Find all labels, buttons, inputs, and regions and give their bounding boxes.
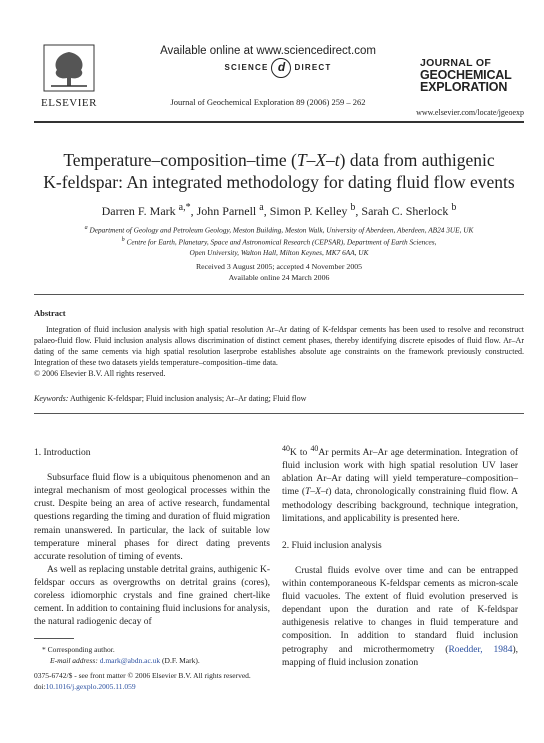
abstract-bottom-divider: [34, 413, 524, 414]
section-1-paragraph-2-continued: $^{40}$K to $^{40}$Ar permits Ar–Ar age determination. Integration of fluid inclusion work with high spatial resolution UV laser ablation Ar–Ar dating will yield temperature–composition–time (T–X–t) data, chronologically constraining fluid flow. A methodology describing background, technique integration, limitations, and applicability is presented here.: [282, 444, 518, 524]
affiliation-b-line-1: Centre for Earth, Planetary, Space and Astronomical Research (CEPSAR), Department of Earth Sciences,: [126, 237, 437, 247]
keywords-label: Keywords:: [34, 394, 69, 403]
keywords: [34, 394, 524, 403]
journal-title-logo: [420, 58, 520, 94]
author-3-affil: b: [350, 202, 356, 213]
sciencedirect-right: DIRECT: [294, 63, 332, 73]
issn-line: 0375-6742/$ - see front matter © 2006 Elsevier B.V. All rights reserved.: [34, 671, 251, 680]
footnote: [34, 645, 270, 667]
author-3[interactable]: Simon P. Kelley: [269, 204, 348, 218]
author-4[interactable]: Sarah C. Sherlock: [361, 204, 449, 218]
available-online-line[interactable]: Available online at www.sciencedirect.com: [160, 45, 376, 57]
abstract-text: Integration of fluid inclusion analysis with high spatial resolution Ar–Ar dating of K-feldspar cements has been used to resolve and reconstruct palaeo-fluid flow. Fluid inclusion analysis allows discrimination of distinct cement phases, thereby identifying discrete episodes of fluid flow. Ar–Ar dating of the same cements via high spatial resolution laserprobe establishes absolute age constraints on the framework previously constructed. Integration of these two datasets yields temperature–composition–time data. © 2006 Elsevier B.V. All rights reserved.: [34, 325, 524, 378]
sciencedirect-logo[interactable]: [178, 58, 378, 78]
journal-reference: Journal of Geochemical Exploration 89 (2006) 259 – 262: [170, 97, 366, 107]
body-right-column: [282, 444, 518, 670]
abstract-top-divider: [34, 294, 524, 295]
sciencedirect-left: SCIENCE: [224, 63, 269, 73]
sciencedirect-at-icon: d: [271, 58, 291, 78]
section-2-paragraph-1: Crustal fluids evolve over time and can be entrapped within contemporaneous K-feldspar cements as micron-scale fluid vacuoles. The extent of fluid evolution preserved is dependant upon the duration and rate of K-feldspar authigenesis relative to changes in fluid temperature and composition. In addition to standard fluid inclusion petrography and microthermometry (Roedder, 1984), mapping of fluid inclusion zonation: [282, 565, 518, 668]
article-dates: [34, 262, 524, 284]
author-1-affil: a,*: [178, 202, 191, 213]
section-1-paragraph-1: Subsurface fluid flow is a ubiquitous phenomenon and an integral mechanism of most geological processes within the crust. Despite being an area of active research, fundamental questions regarding the timing and duration of fluid migration remain unanswered. In particular, the lack of suitable low temperature mineral phases for direct dating prevents accurate resolution of timing of events.: [34, 473, 270, 562]
received-date: Received 3 August 2005; accepted 4 November 2005: [195, 262, 363, 271]
email-link[interactable]: d.mark@abdn.ac.uk: [99, 655, 161, 665]
article-title: Temperature–composition–time (T–X–t) data from authigenic K-feldspar: An integrated methodology for dating fluid flow events: [43, 150, 515, 192]
author-2-affil: a: [259, 202, 264, 213]
citation-roedder-1984[interactable]: Roedder, 1984: [448, 644, 513, 655]
email-suffix: (D.F. Mark).: [162, 655, 200, 665]
abstract-copyright: © 2006 Elsevier B.V. All rights reserved.: [34, 368, 166, 378]
affiliation-a: Department of Geology and Petroleum Geology, Meston Building, Meston Walk, University of Aberdeen, Aberdeen, AB24 3UE, UK: [89, 225, 474, 235]
keywords-list: Authigenic K-feldspar; Fluid inclusion analysis; Ar–Ar dating; Fluid flow: [69, 394, 307, 403]
affiliation-b-line-2: Open University, Walton Hall, Milton Keynes, MK7 6AA, UK: [189, 247, 369, 257]
elsevier-tree-icon: [43, 44, 95, 92]
copyright-block: [34, 671, 314, 693]
doi-link[interactable]: 10.1016/j.gexplo.2005.11.059: [45, 681, 136, 691]
author-4-affil: b: [451, 202, 457, 213]
journal-url[interactable]: www.elsevier.com/locate/jgeoexp: [416, 108, 524, 117]
elsevier-logo: [34, 44, 104, 109]
author-list: Darren F. Mark $^{a,*}$, John Parnell $^a$, Simon P. Kelley $^b$, Sarah C. Sherlock $^b$: [101, 202, 457, 218]
journal-title-line-1: JOURNAL OF: [420, 57, 492, 69]
author-2[interactable]: John Parnell: [196, 204, 257, 218]
email-label: E-mail address:: [50, 655, 98, 665]
section-1-heading: 1. Introduction: [34, 448, 91, 458]
journal-title-line-2: GEOCHEMICAL: [420, 67, 512, 82]
body-left-column: [34, 447, 270, 629]
author-1[interactable]: Darren F. Mark: [101, 204, 176, 218]
available-date: Available online 24 March 2006: [228, 272, 330, 282]
affiliations: $^a$ Department of Geology and Petroleum Geology, Meston Building, Meston Walk, University of Aberdeen, Aberdeen, AB24 3UE, UK $^b$ Centre for Earth, Planetary, Space and Astronomical Research (CEPSAR), Department of Earth Sciences, Open University, Walton Hall, Milton Keynes, MK7 6AA, UK: [84, 225, 474, 257]
footnote-divider: [34, 638, 74, 639]
header-divider: [34, 121, 524, 123]
corresponding-author-note: * Corresponding author.: [42, 645, 115, 654]
section-2-heading: 2. Fluid inclusion analysis: [282, 540, 382, 551]
abstract-heading: Abstract: [34, 308, 66, 318]
journal-title-line-3: EXPLORATION: [420, 80, 508, 95]
section-1-paragraph-2: As well as replacing unstable detrital grains, authigenic K-feldspar occurs as overgrowths on detrital grains (cores), coreless idiomorphic crystals and fine grained chert-like cement. In addition to containing fluid inclusions for analysis, the natural radiogenic decay of: [34, 564, 270, 628]
publisher-name: ELSEVIER: [41, 97, 97, 109]
doi-label: doi:: [34, 681, 46, 691]
